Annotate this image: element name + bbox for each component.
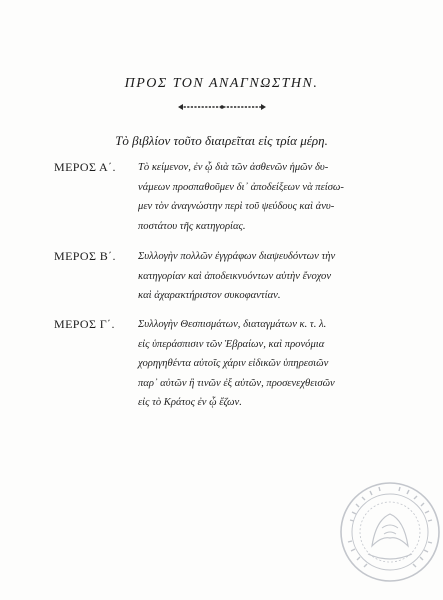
library-stamp-icon [338,480,442,584]
part-label: ΜΕΡΟΣ Γ΄. [54,317,115,331]
text-line: νάμεων προσπαθοῦμεν δι᾽ ἀποδείξεων νὰ πείσω- [138,181,344,193]
part-c [54,315,384,413]
text-line: ποστάτου τῆς κατηγορίας. [138,220,246,232]
part-text [138,158,384,236]
part-text [138,315,384,413]
part-label: ΜΕΡΟΣ Β΄. [54,249,116,263]
text-line: εἰς τὸ Κράτος ἐν ᾧ ἔζων. [138,397,242,408]
part-a [54,158,384,236]
text-line: μεν τὸν ἀναγνώστην περὶ τοῦ ψεύδους καὶ ἀνυ- [138,201,335,212]
part-text [138,247,384,306]
part-label: ΜΕΡΟΣ Α΄. [54,160,116,174]
text-line: εἰς ὑπεράσπισιν τῶν Ἑβραίων, καὶ προνόμια [138,338,325,350]
intro-line: Τὸ βιβλίον τοῦτο διαιρεῖται εἰς τρία μέρη. [115,133,328,148]
ornament-divider-icon [178,101,266,113]
part-b [54,247,384,306]
text-line: κατηγορίαν καὶ ἀποδεικνυόντων αὐτὴν ἔνοχον [138,270,332,282]
page-title: ΠΡΟΣ ΤΟΝ ΑΝΑΓΝΩΣΤΗΝ. [124,76,319,91]
text-line: Συλλογὴν Θεσπισμάτων, διαταγμάτων κ. τ. λ. [138,319,327,330]
text-line: χορηγηθέντα αὐτοῖς χάριν εἰδικῶν ὑπηρεσιῶν [138,358,329,369]
text-line: Τὸ κείμενον, ἐν ᾧ διὰ τῶν ἀσθενῶν ἡμῶν δυ- [138,162,329,173]
text-line: παρ᾽ αὐτῶν ἢ τινῶν ἐξ αὐτῶν, προσενεχθεισῶν [138,377,335,389]
text-line: καὶ ἀχαρακτήριστον συκοφαντίαν. [138,290,281,301]
text-line: Συλλογὴν πολλῶν ἐγγράφων διαψευδόντων τὴν [138,251,336,262]
